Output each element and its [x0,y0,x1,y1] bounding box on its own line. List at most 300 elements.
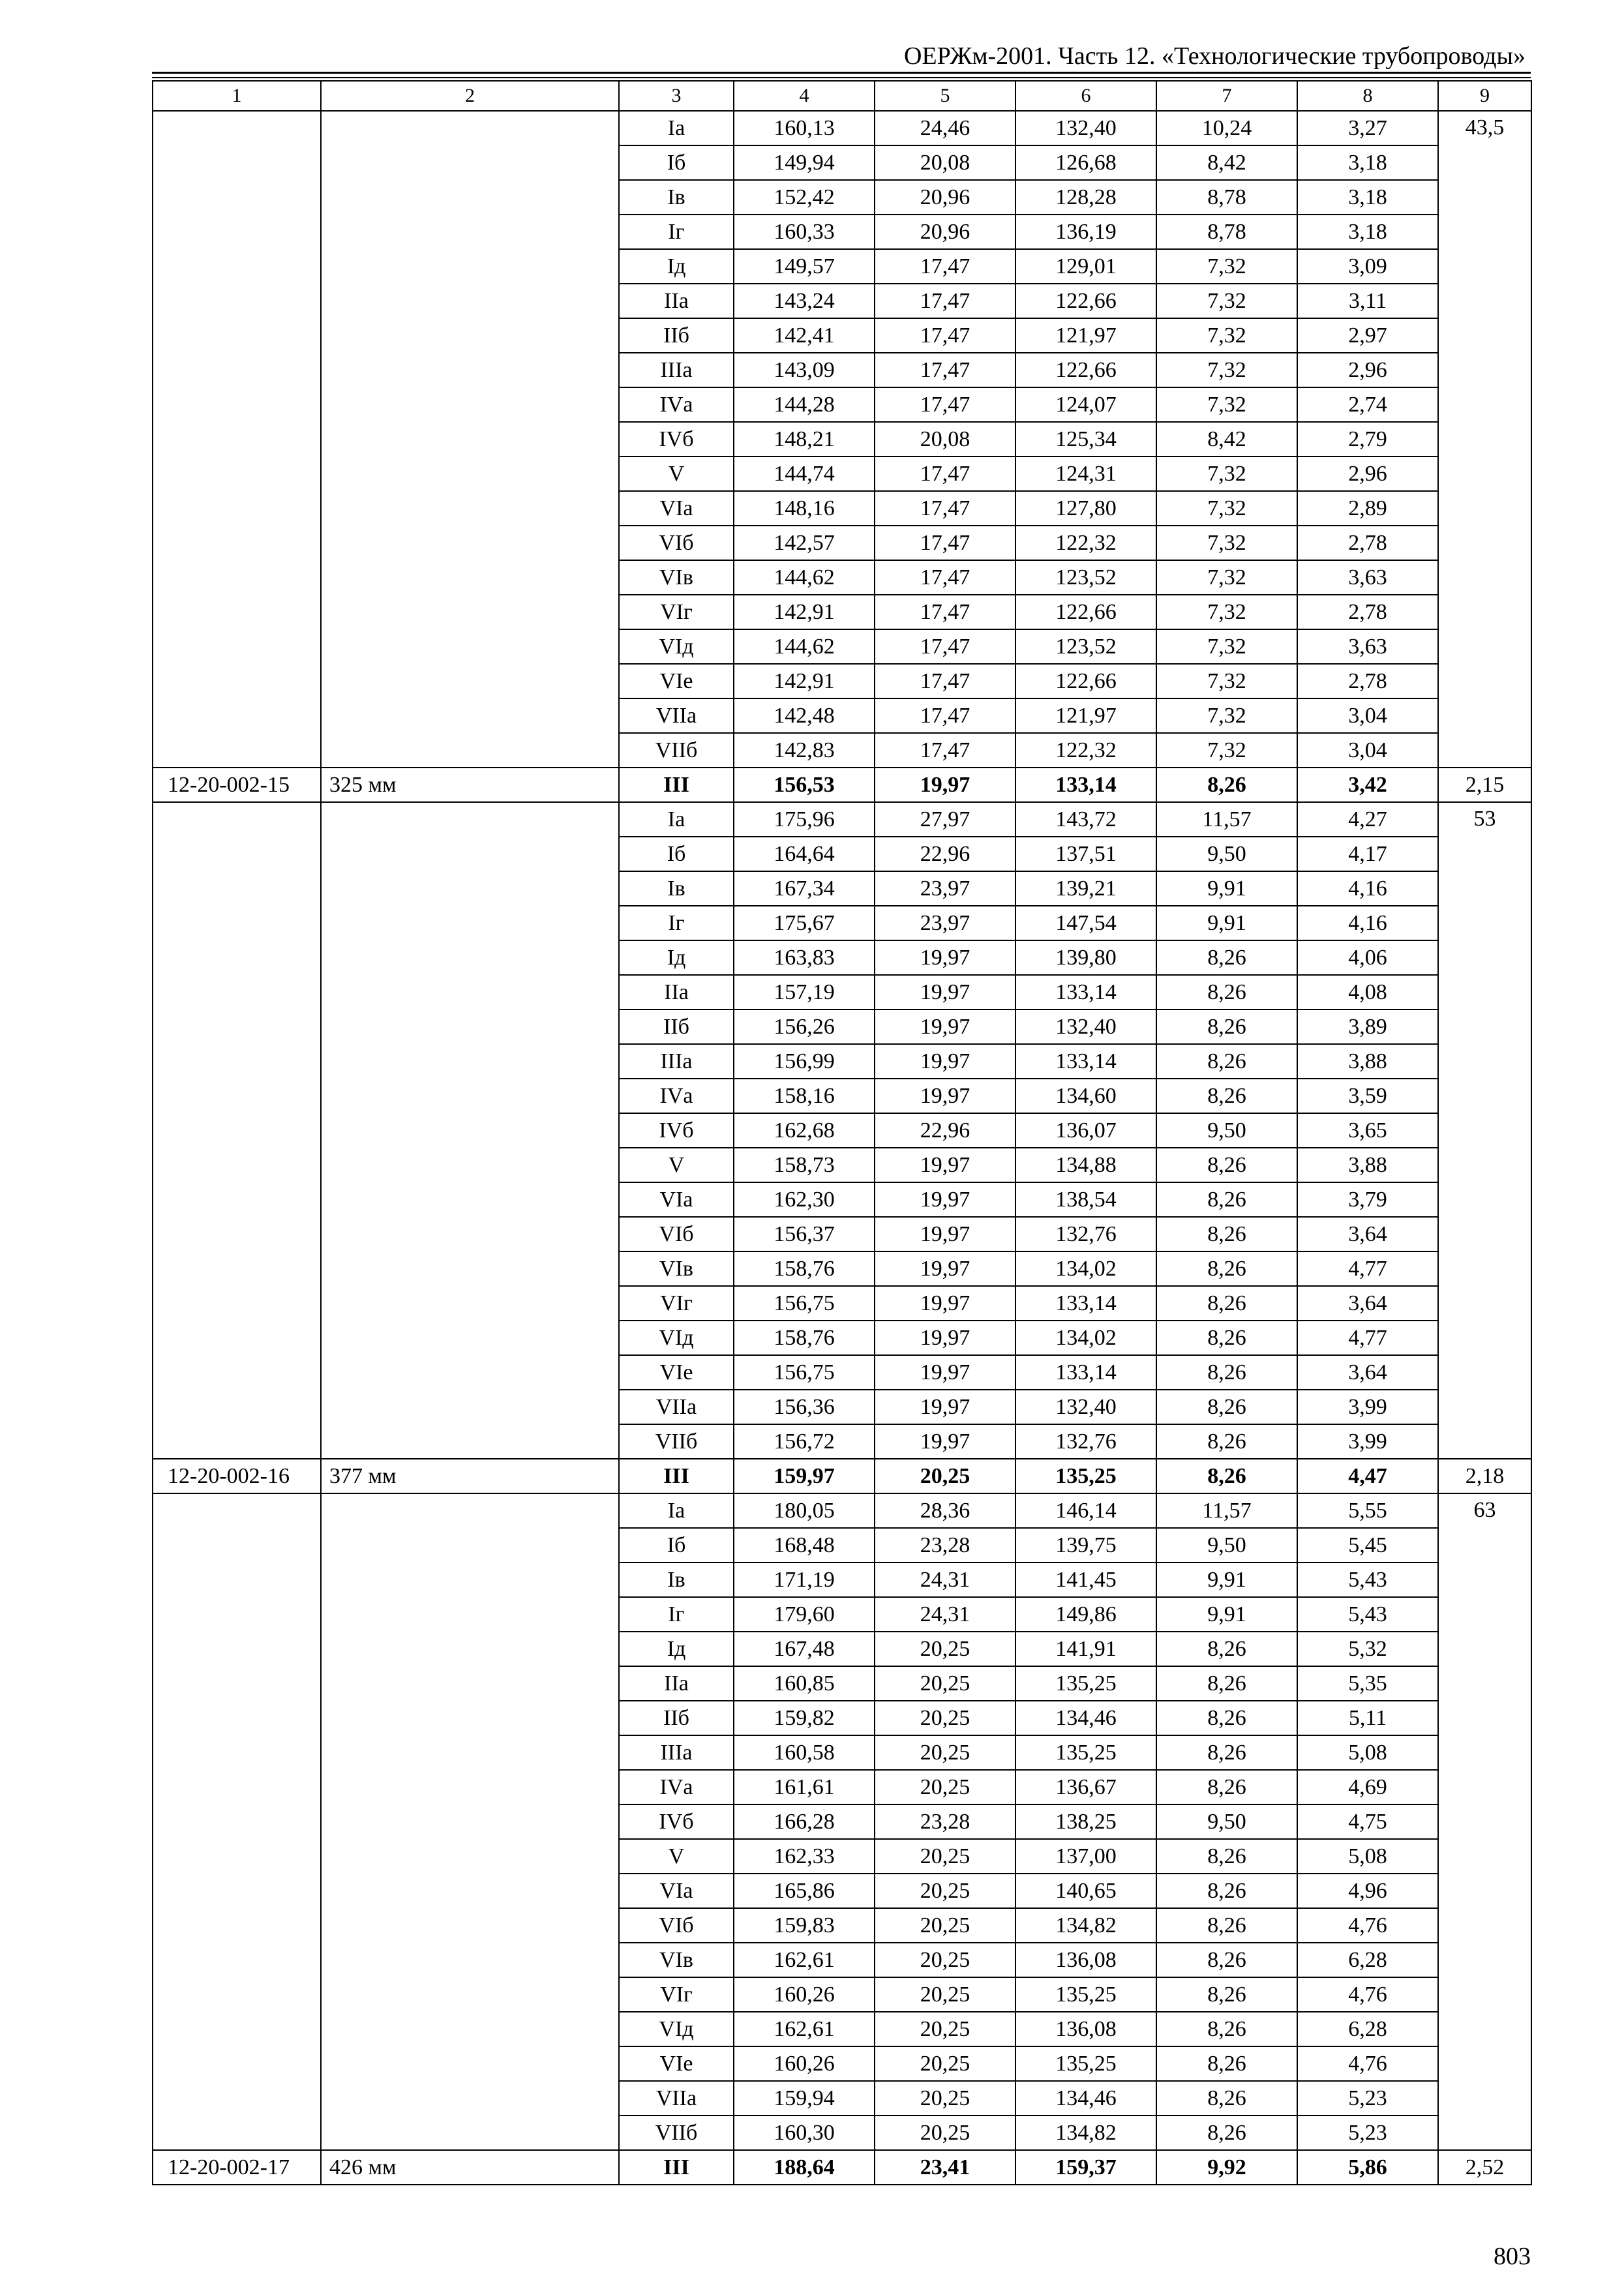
value-cell: 7,32 [1156,733,1297,768]
value-cell: 7,32 [1156,491,1297,526]
value-cell: 179,60 [734,1597,875,1632]
value-cell: 4,69 [1297,1770,1438,1804]
value-cell: 135,25 [1015,1977,1156,2012]
value-cell: 142,48 [734,698,875,733]
value-cell: 149,94 [734,145,875,180]
value-cell: Iб [619,837,734,871]
value-cell: VIд [619,629,734,664]
value-cell: 8,26 [1156,1424,1297,1459]
value-cell: 3,04 [1297,733,1438,768]
value-cell: 4,27 [1297,802,1438,837]
value-cell: 156,72 [734,1424,875,1459]
value-cell: 20,25 [875,2081,1015,2116]
value-cell: 3,89 [1297,1010,1438,1044]
value-cell: 7,32 [1156,560,1297,595]
value-cell: 4,16 [1297,871,1438,906]
value-cell: 8,26 [1156,1770,1297,1804]
value-cell: 160,13 [734,111,875,145]
value-cell: 125,34 [1015,422,1156,456]
pipe-size-cell: 426 мм [321,2150,619,2185]
value-cell: 24,31 [875,1597,1015,1632]
value-cell: 20,25 [875,1735,1015,1770]
value-cell: 160,85 [734,1666,875,1701]
column-number-cell: 6 [1015,81,1156,111]
value-cell: 160,26 [734,2046,875,2081]
value-cell: 142,91 [734,595,875,629]
value-cell: 20,25 [875,1770,1015,1804]
value-cell: 17,47 [875,629,1015,664]
value-cell: 167,34 [734,871,875,906]
value-cell: IVб [619,1804,734,1839]
value-cell: 3,99 [1297,1424,1438,1459]
value-cell: 2,78 [1297,595,1438,629]
value-cell: 19,97 [875,1148,1015,1182]
value-cell: 2,97 [1297,318,1438,353]
value-cell: 4,08 [1297,975,1438,1010]
value-cell: 3,18 [1297,145,1438,180]
value-cell: 4,76 [1297,1908,1438,1943]
value-cell: 158,16 [734,1079,875,1113]
value-cell: 8,26 [1156,1390,1297,1424]
value-cell: 20,25 [875,1666,1015,1701]
value-cell: 8,42 [1156,145,1297,180]
value-cell: 156,75 [734,1355,875,1390]
value-cell: 143,72 [1015,802,1156,837]
value-cell: 4,77 [1297,1251,1438,1286]
value-cell: VIд [619,2012,734,2046]
value-cell: 134,46 [1015,1701,1156,1735]
value-cell: 23,97 [875,906,1015,940]
value-cell: 122,66 [1015,595,1156,629]
value-cell: 159,94 [734,2081,875,2116]
column-number-cell: 9 [1438,81,1531,111]
running-header-title: ОЕРЖм-2001. Часть 12. «Технологические трубопроводы» [903,42,1526,70]
value-cell: 17,47 [875,387,1015,422]
total-value-cell: 9,92 [1156,2150,1297,2185]
value-cell: 163,83 [734,940,875,975]
value-cell: 122,66 [1015,353,1156,387]
value-cell: 149,86 [1015,1597,1156,1632]
total-value-cell: 5,86 [1297,2150,1438,2185]
value-cell: 144,62 [734,560,875,595]
value-cell: 3,63 [1297,629,1438,664]
value-cell: 4,06 [1297,940,1438,975]
value-cell: 3,09 [1297,249,1438,284]
value-cell: VIб [619,1908,734,1943]
value-cell: 2,78 [1297,526,1438,560]
merged-size-cell [321,1493,619,2150]
value-cell: 2,89 [1297,491,1438,526]
column-number-cell: 3 [619,81,734,111]
value-cell: 20,25 [875,1632,1015,1666]
column-number-cell: 1 [153,81,321,111]
value-cell: Iа [619,802,734,837]
value-cell: 8,26 [1156,1079,1297,1113]
value-cell: 159,83 [734,1908,875,1943]
value-cell: 17,47 [875,664,1015,698]
value-cell: VIг [619,1977,734,2012]
value-cell: 133,14 [1015,1044,1156,1079]
value-cell: 8,26 [1156,1977,1297,2012]
pipe-size-cell: 377 мм [321,1459,619,1493]
merged-size-cell [321,802,619,1459]
value-cell: 8,26 [1156,1286,1297,1321]
value-cell: 157,19 [734,975,875,1010]
value-cell: 121,97 [1015,318,1156,353]
total-value-cell: 8,26 [1156,1459,1297,1493]
value-cell: 127,80 [1015,491,1156,526]
value-cell: 149,57 [734,249,875,284]
value-cell: 17,47 [875,456,1015,491]
value-cell: 8,26 [1156,2116,1297,2150]
value-cell: 124,07 [1015,387,1156,422]
value-cell: 134,82 [1015,2116,1156,2150]
value-cell: 135,25 [1015,2046,1156,2081]
value-cell: VIг [619,595,734,629]
value-cell: VIг [619,1286,734,1321]
table-body [153,111,1531,2185]
value-cell: 5,23 [1297,2081,1438,2116]
value-cell: 4,76 [1297,2046,1438,2081]
value-cell: 24,31 [875,1563,1015,1597]
total-value-cell: 23,41 [875,2150,1015,2185]
value-cell: 160,58 [734,1735,875,1770]
value-cell: 23,97 [875,871,1015,906]
value-cell: 138,54 [1015,1182,1156,1217]
total-value-cell: 8,26 [1156,768,1297,802]
value-cell: 20,25 [875,1839,1015,1874]
value-cell: 4,17 [1297,837,1438,871]
value-cell: 3,11 [1297,284,1438,318]
value-cell: 7,32 [1156,526,1297,560]
value-cell: 5,32 [1297,1632,1438,1666]
value-cell: 122,32 [1015,733,1156,768]
value-cell: 156,37 [734,1217,875,1251]
value-cell: 158,73 [734,1148,875,1182]
value-cell: 122,66 [1015,284,1156,318]
value-cell: 3,63 [1297,560,1438,595]
value-cell: 19,97 [875,1424,1015,1459]
value-cell: IVа [619,1079,734,1113]
pipe-size-cell: 325 мм [321,768,619,802]
value-cell: 135,25 [1015,1735,1156,1770]
value-cell: 133,14 [1015,1286,1156,1321]
value-cell: 156,99 [734,1044,875,1079]
value-cell: Iд [619,1632,734,1666]
value-cell: 4,76 [1297,1977,1438,2012]
value-cell: 8,26 [1156,1217,1297,1251]
value-cell: 17,47 [875,249,1015,284]
value-cell: 4,77 [1297,1321,1438,1355]
value-cell: 128,28 [1015,180,1156,215]
table-row [153,802,1531,837]
column-number-cell: 8 [1297,81,1438,111]
value-cell: 8,26 [1156,1010,1297,1044]
value-cell: 8,78 [1156,180,1297,215]
value-cell: 20,25 [875,1977,1015,2012]
value-cell: 8,26 [1156,1943,1297,1977]
value-cell: 19,97 [875,1044,1015,1079]
value-cell: 3,04 [1297,698,1438,733]
value-cell: 20,25 [875,2116,1015,2150]
value-cell: 11,57 [1156,802,1297,837]
value-cell: 124,31 [1015,456,1156,491]
value-cell: 156,26 [734,1010,875,1044]
value-cell: 148,21 [734,422,875,456]
value-cell: 144,74 [734,456,875,491]
value-cell: 8,26 [1156,1666,1297,1701]
value-cell: 5,43 [1297,1563,1438,1597]
value-cell: 134,46 [1015,2081,1156,2116]
value-cell: 8,26 [1156,1701,1297,1735]
value-cell: 3,27 [1297,111,1438,145]
value-cell: VIв [619,1943,734,1977]
value-cell: 161,61 [734,1770,875,1804]
value-cell: VIб [619,1217,734,1251]
value-cell: 17,47 [875,733,1015,768]
value-cell: 19,97 [875,1217,1015,1251]
rate-code-cell: 12-20-002-15 [153,768,321,802]
total-value-cell: 4,47 [1297,1459,1438,1493]
value-cell: 8,26 [1156,1182,1297,1217]
value-cell: V [619,456,734,491]
value-cell: VIIа [619,1390,734,1424]
value-cell: 6,28 [1297,2012,1438,2046]
value-cell: 10,24 [1156,111,1297,145]
value-cell: 175,67 [734,906,875,940]
value-cell: 19,97 [875,975,1015,1010]
value-cell: VIв [619,1251,734,1286]
value-cell: 19,97 [875,1355,1015,1390]
value-cell: 134,02 [1015,1321,1156,1355]
value-cell: 132,40 [1015,111,1156,145]
value-cell: 22,96 [875,1113,1015,1148]
value-cell: 20,08 [875,145,1015,180]
value-cell: 164,64 [734,837,875,871]
value-cell: 2,78 [1297,664,1438,698]
value-cell: Iа [619,111,734,145]
value-cell: Iв [619,1563,734,1597]
value-cell: 28,36 [875,1493,1015,1528]
value-cell: 5,45 [1297,1528,1438,1563]
value-cell: 8,42 [1156,422,1297,456]
value-cell: 9,50 [1156,1804,1297,1839]
value-cell: 20,25 [875,1701,1015,1735]
value-cell: Iб [619,1528,734,1563]
value-cell: 8,26 [1156,1874,1297,1908]
value-cell: 17,47 [875,595,1015,629]
value-cell: VIIб [619,1424,734,1459]
value-cell: 7,32 [1156,284,1297,318]
value-cell: 9,50 [1156,1113,1297,1148]
value-cell: 4,75 [1297,1804,1438,1839]
value-cell: 156,36 [734,1390,875,1424]
value-cell: 146,14 [1015,1493,1156,1528]
value-cell: 123,52 [1015,629,1156,664]
value-cell: 136,08 [1015,1943,1156,1977]
value-cell: 137,51 [1015,837,1156,871]
value-cell: 24,46 [875,111,1015,145]
value-cell: 8,26 [1156,1735,1297,1770]
value-cell: 139,80 [1015,940,1156,975]
value-cell: 20,25 [875,1943,1015,1977]
value-cell: 8,26 [1156,1839,1297,1874]
column-number-cell: 4 [734,81,875,111]
value-cell: 23,28 [875,1528,1015,1563]
value-cell: 20,25 [875,2012,1015,2046]
value-cell: 142,83 [734,733,875,768]
value-cell: 3,64 [1297,1217,1438,1251]
value-cell: 8,78 [1156,215,1297,249]
total-value-cell: 19,97 [875,768,1015,802]
total-value-cell: III [619,1459,734,1493]
value-cell: 19,97 [875,1182,1015,1217]
value-cell: 158,76 [734,1251,875,1286]
value-cell: 160,30 [734,2116,875,2150]
rates-table [152,80,1532,2185]
value-cell: 20,25 [875,1874,1015,1908]
value-cell: 8,26 [1156,1251,1297,1286]
value-cell: 162,61 [734,2012,875,2046]
value-cell: 122,66 [1015,664,1156,698]
value-cell: 22,96 [875,837,1015,871]
value-cell: 134,60 [1015,1079,1156,1113]
value-cell: 3,88 [1297,1148,1438,1182]
value-cell: 2,74 [1297,387,1438,422]
value-cell: 7,32 [1156,595,1297,629]
value-cell: Iг [619,906,734,940]
value-cell: 17,47 [875,491,1015,526]
value-cell: 5,11 [1297,1701,1438,1735]
value-cell: 19,97 [875,1251,1015,1286]
header-rule-thin [152,77,1531,78]
value-cell: 156,75 [734,1286,875,1321]
value-cell: 7,32 [1156,353,1297,387]
merged-col9-cell: 63 [1438,1493,1531,2150]
value-cell: 2,96 [1297,353,1438,387]
value-cell: VIIб [619,733,734,768]
value-cell: 5,55 [1297,1493,1438,1528]
value-cell: 5,43 [1297,1597,1438,1632]
value-cell: 7,32 [1156,698,1297,733]
value-cell: 5,35 [1297,1666,1438,1701]
total-value-cell: III [619,768,734,802]
rate-code-cell: 12-20-002-16 [153,1459,321,1493]
value-cell: 123,52 [1015,560,1156,595]
value-cell: 9,91 [1156,906,1297,940]
total-value-cell: 159,37 [1015,2150,1156,2185]
value-cell: 8,26 [1156,1321,1297,1355]
table-row-total [153,2150,1531,2185]
value-cell: 142,57 [734,526,875,560]
value-cell: Iб [619,145,734,180]
value-cell: 11,57 [1156,1493,1297,1528]
value-cell: VIа [619,1874,734,1908]
value-cell: IVа [619,1770,734,1804]
total-value-cell: III [619,2150,734,2185]
value-cell: 165,86 [734,1874,875,1908]
value-cell: 3,64 [1297,1286,1438,1321]
value-cell: 142,41 [734,318,875,353]
value-cell: 132,40 [1015,1010,1156,1044]
value-cell: 3,65 [1297,1113,1438,1148]
merged-col9-cell: 53 [1438,802,1531,1459]
value-cell: 158,76 [734,1321,875,1355]
value-cell: 144,62 [734,629,875,664]
value-cell: 8,26 [1156,1355,1297,1390]
value-cell: Iв [619,180,734,215]
total-value-cell: 156,53 [734,768,875,802]
column-number-row [153,81,1531,111]
column-number-cell: 5 [875,81,1015,111]
value-cell: 2,79 [1297,422,1438,456]
table-row [153,1493,1531,1528]
value-cell: 135,25 [1015,1666,1156,1701]
total-value-cell: 20,25 [875,1459,1015,1493]
value-cell: 134,88 [1015,1148,1156,1182]
total-value-cell: 2,52 [1438,2150,1531,2185]
running-header [152,34,1531,73]
value-cell: IVа [619,387,734,422]
value-cell: 126,68 [1015,145,1156,180]
value-cell: 17,47 [875,560,1015,595]
rate-code-cell: 12-20-002-17 [153,2150,321,2185]
value-cell: 136,07 [1015,1113,1156,1148]
value-cell: IIIа [619,353,734,387]
total-value-cell: 133,14 [1015,768,1156,802]
value-cell: IIа [619,284,734,318]
value-cell: 139,21 [1015,871,1156,906]
value-cell: 6,28 [1297,1943,1438,1977]
value-cell: 175,96 [734,802,875,837]
value-cell: 4,96 [1297,1874,1438,1908]
merged-size-cell [321,111,619,768]
value-cell: 129,01 [1015,249,1156,284]
value-cell: 5,08 [1297,1839,1438,1874]
value-cell: 122,32 [1015,526,1156,560]
value-cell: 9,50 [1156,1528,1297,1563]
value-cell: 9,91 [1156,1563,1297,1597]
value-cell: 17,47 [875,698,1015,733]
column-number-cell: 7 [1156,81,1297,111]
value-cell: 17,47 [875,353,1015,387]
value-cell: 133,14 [1015,975,1156,1010]
value-cell: VIв [619,560,734,595]
table-row [153,111,1531,145]
value-cell: VIIа [619,2081,734,2116]
merged-code-cell [153,111,321,768]
value-cell: 136,67 [1015,1770,1156,1804]
value-cell: 132,76 [1015,1217,1156,1251]
value-cell: V [619,1148,734,1182]
value-cell: 136,19 [1015,215,1156,249]
value-cell: 167,48 [734,1632,875,1666]
value-cell: 121,97 [1015,698,1156,733]
value-cell: VIб [619,526,734,560]
value-cell: 160,33 [734,215,875,249]
value-cell: 8,26 [1156,2081,1297,2116]
value-cell: 5,08 [1297,1735,1438,1770]
value-cell: Iг [619,1597,734,1632]
value-cell: 17,47 [875,318,1015,353]
value-cell: 7,32 [1156,664,1297,698]
value-cell: 2,96 [1297,456,1438,491]
value-cell: 20,08 [875,422,1015,456]
value-cell: 142,91 [734,664,875,698]
value-cell: IIIа [619,1044,734,1079]
value-cell: 7,32 [1156,387,1297,422]
value-cell: 140,65 [1015,1874,1156,1908]
